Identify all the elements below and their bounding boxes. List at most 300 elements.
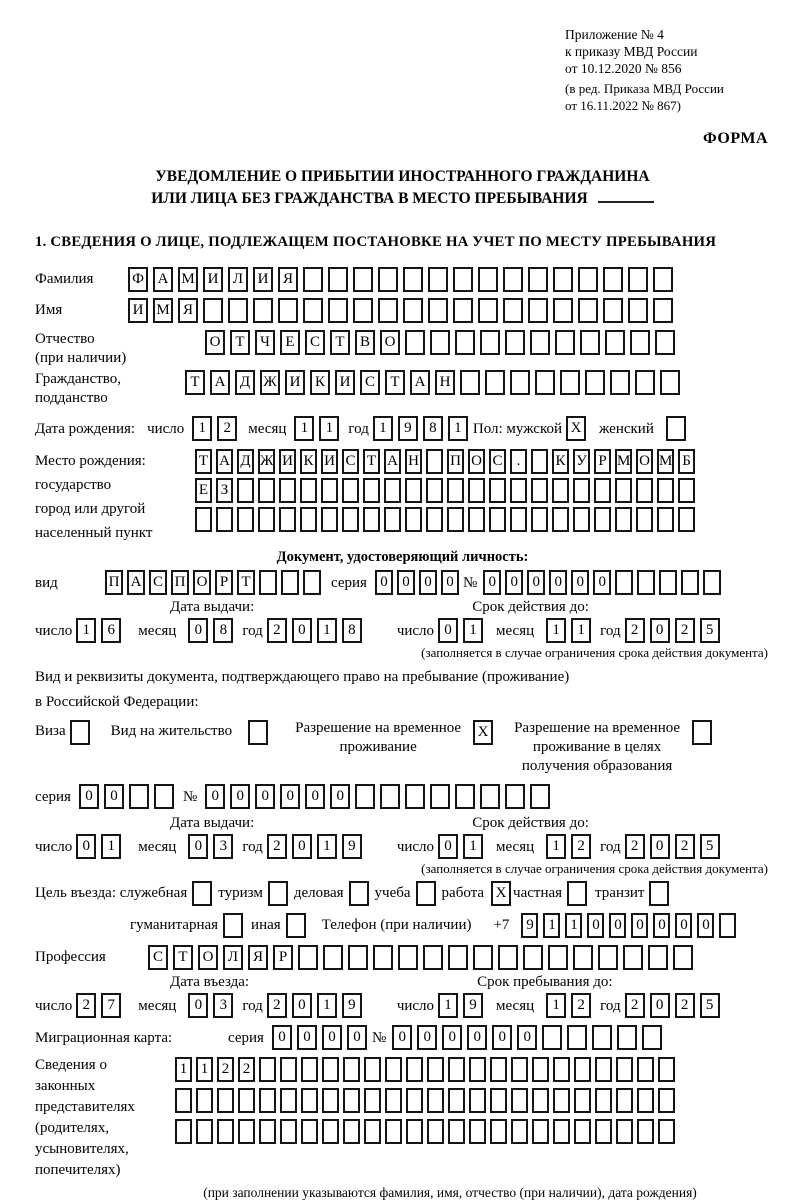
char-cell[interactable]: 0 [205, 784, 225, 809]
char-cell[interactable]: Н [405, 449, 422, 474]
char-cell[interactable]: 0 [292, 618, 312, 643]
char-cell[interactable]: И [128, 298, 148, 323]
char-cell[interactable]: X [473, 720, 493, 745]
char-cell[interactable]: 0 [492, 1025, 512, 1050]
char-cell-empty[interactable] [217, 1088, 234, 1113]
char-cell-empty[interactable] [385, 1119, 402, 1144]
char-cell[interactable]: Т [330, 330, 350, 355]
char-cell-empty[interactable] [253, 298, 273, 323]
char-cell[interactable]: 5 [700, 993, 720, 1018]
char-cell[interactable]: 0 [483, 570, 501, 595]
char-cell-empty[interactable] [530, 784, 550, 809]
char-cell-empty[interactable] [223, 913, 243, 938]
char-cell-empty[interactable] [553, 1119, 570, 1144]
char-cell-empty[interactable] [301, 1057, 318, 1082]
char-cell-empty[interactable] [364, 1057, 381, 1082]
char-cell-empty[interactable] [281, 570, 299, 595]
char-cell[interactable]: 1 [463, 834, 483, 859]
char-cell[interactable]: 2 [675, 834, 695, 859]
char-cell-empty[interactable] [630, 330, 650, 355]
char-cell-empty[interactable] [531, 507, 548, 532]
char-cell[interactable]: 2 [217, 1057, 234, 1082]
char-cell[interactable]: 0 [79, 784, 99, 809]
char-cell-empty[interactable] [405, 784, 425, 809]
char-cell-empty[interactable] [531, 449, 548, 474]
char-cell-empty[interactable] [480, 784, 500, 809]
char-cell-empty[interactable] [603, 298, 623, 323]
char-cell[interactable]: 0 [188, 834, 208, 859]
char-cell[interactable]: 1 [294, 416, 314, 441]
char-cell-empty[interactable] [455, 330, 475, 355]
char-cell[interactable]: 0 [104, 784, 124, 809]
char-cell-empty[interactable] [560, 370, 580, 395]
char-cell-empty[interactable] [616, 1088, 633, 1113]
char-cell-empty[interactable] [578, 267, 598, 292]
char-cell[interactable]: 1 [317, 993, 337, 1018]
char-cell-empty[interactable] [322, 1088, 339, 1113]
char-cell-empty[interactable] [385, 1057, 402, 1082]
char-cell-empty[interactable] [658, 1088, 675, 1113]
char-cell-empty[interactable] [195, 507, 212, 532]
char-cell[interactable]: Т [237, 570, 255, 595]
char-cell[interactable]: Т [195, 449, 212, 474]
char-cell[interactable]: Ф [128, 267, 148, 292]
char-cell-empty[interactable] [238, 1119, 255, 1144]
char-cell-empty[interactable] [505, 784, 525, 809]
char-cell[interactable]: 1 [438, 993, 458, 1018]
char-cell-empty[interactable] [406, 1057, 423, 1082]
char-cell-empty[interactable] [532, 1119, 549, 1144]
char-cell[interactable]: 9 [342, 993, 362, 1018]
char-cell[interactable]: 1 [101, 834, 121, 859]
char-cell[interactable]: 2 [267, 834, 287, 859]
char-cell-empty[interactable] [228, 298, 248, 323]
char-cell-empty[interactable] [430, 784, 450, 809]
char-cell-empty[interactable] [678, 478, 695, 503]
char-cell-empty[interactable] [642, 1025, 662, 1050]
char-cell[interactable]: 1 [196, 1057, 213, 1082]
char-cell-empty[interactable] [453, 267, 473, 292]
char-cell[interactable]: А [153, 267, 173, 292]
char-cell[interactable]: 0 [280, 784, 300, 809]
char-cell-empty[interactable] [70, 720, 90, 745]
char-cell[interactable]: 2 [238, 1057, 255, 1082]
char-cell-empty[interactable] [279, 478, 296, 503]
char-cell[interactable]: У [573, 449, 590, 474]
char-cell[interactable]: Р [594, 449, 611, 474]
char-cell-empty[interactable] [403, 267, 423, 292]
char-cell[interactable]: С [305, 330, 325, 355]
char-cell-empty[interactable] [623, 945, 643, 970]
char-cell[interactable]: О [193, 570, 211, 595]
char-cell-empty[interactable] [403, 298, 423, 323]
char-cell-empty[interactable] [535, 370, 555, 395]
char-cell-empty[interactable] [398, 945, 418, 970]
char-cell-empty[interactable] [303, 267, 323, 292]
char-cell-empty[interactable] [323, 945, 343, 970]
char-cell[interactable]: 0 [653, 913, 670, 938]
char-cell-empty[interactable] [405, 478, 422, 503]
char-cell[interactable]: Я [178, 298, 198, 323]
char-cell-empty[interactable] [595, 1057, 612, 1082]
char-cell-empty[interactable] [455, 784, 475, 809]
char-cell[interactable]: А [127, 570, 145, 595]
char-cell-empty[interactable] [610, 370, 630, 395]
char-cell-empty[interactable] [217, 1119, 234, 1144]
char-cell[interactable]: 8 [213, 618, 233, 643]
char-cell-empty[interactable] [348, 945, 368, 970]
char-cell[interactable]: 1 [192, 416, 212, 441]
char-cell-empty[interactable] [268, 881, 288, 906]
char-cell-empty[interactable] [648, 945, 668, 970]
char-cell[interactable]: 1 [565, 913, 582, 938]
char-cell[interactable]: 6 [101, 618, 121, 643]
char-cell[interactable]: Ж [258, 449, 275, 474]
char-cell-empty[interactable] [380, 784, 400, 809]
char-cell-empty[interactable] [567, 1025, 587, 1050]
char-cell-empty[interactable] [673, 945, 693, 970]
char-cell-empty[interactable] [203, 298, 223, 323]
char-cell[interactable]: 1 [546, 993, 566, 1018]
char-cell[interactable]: 0 [593, 570, 611, 595]
char-cell[interactable]: А [216, 449, 233, 474]
char-cell-empty[interactable] [427, 1119, 444, 1144]
char-cell-empty[interactable] [532, 1088, 549, 1113]
char-cell[interactable]: 5 [700, 834, 720, 859]
char-cell-empty[interactable] [469, 1088, 486, 1113]
char-cell-empty[interactable] [384, 507, 401, 532]
char-cell[interactable]: 7 [101, 993, 121, 1018]
char-cell[interactable]: Ч [255, 330, 275, 355]
char-cell[interactable]: 9 [463, 993, 483, 1018]
char-cell-empty[interactable] [426, 449, 443, 474]
char-cell-empty[interactable] [405, 507, 422, 532]
char-cell-empty[interactable] [552, 507, 569, 532]
char-cell-empty[interactable] [363, 478, 380, 503]
char-cell-empty[interactable] [531, 478, 548, 503]
char-cell-empty[interactable] [637, 1088, 654, 1113]
char-cell-empty[interactable] [649, 881, 669, 906]
char-cell-empty[interactable] [426, 507, 443, 532]
char-cell[interactable]: 2 [675, 993, 695, 1018]
char-cell[interactable]: С [148, 945, 168, 970]
char-cell[interactable]: К [300, 449, 317, 474]
char-cell[interactable]: И [285, 370, 305, 395]
char-cell-empty[interactable] [343, 1119, 360, 1144]
char-cell[interactable]: О [198, 945, 218, 970]
char-cell-empty[interactable] [342, 478, 359, 503]
char-cell-empty[interactable] [653, 298, 673, 323]
char-cell-empty[interactable] [605, 330, 625, 355]
char-cell-empty[interactable] [321, 478, 338, 503]
char-cell-empty[interactable] [503, 267, 523, 292]
char-cell-empty[interactable] [301, 1088, 318, 1113]
char-cell[interactable]: Р [273, 945, 293, 970]
char-cell[interactable]: 0 [549, 570, 567, 595]
char-cell[interactable]: 0 [609, 913, 626, 938]
char-cell-empty[interactable] [258, 507, 275, 532]
char-cell[interactable]: Т [230, 330, 250, 355]
char-cell[interactable]: Л [228, 267, 248, 292]
char-cell-empty[interactable] [349, 881, 369, 906]
char-cell-empty[interactable] [528, 298, 548, 323]
char-cell-empty[interactable] [490, 1057, 507, 1082]
char-cell[interactable]: 2 [267, 993, 287, 1018]
char-cell[interactable]: М [178, 267, 198, 292]
char-cell[interactable]: Е [280, 330, 300, 355]
char-cell-empty[interactable] [364, 1119, 381, 1144]
char-cell-empty[interactable] [468, 478, 485, 503]
char-cell-empty[interactable] [328, 298, 348, 323]
char-cell[interactable]: Я [278, 267, 298, 292]
char-cell-empty[interactable] [660, 370, 680, 395]
char-cell[interactable]: Т [363, 449, 380, 474]
char-cell[interactable]: М [615, 449, 632, 474]
char-cell[interactable]: 0 [392, 1025, 412, 1050]
char-cell-empty[interactable] [322, 1057, 339, 1082]
char-cell-empty[interactable] [196, 1088, 213, 1113]
char-cell[interactable]: А [210, 370, 230, 395]
char-cell-empty[interactable] [653, 267, 673, 292]
char-cell-empty[interactable] [378, 298, 398, 323]
char-cell-empty[interactable] [154, 784, 174, 809]
char-cell-empty[interactable] [192, 881, 212, 906]
char-cell-empty[interactable] [595, 1119, 612, 1144]
char-cell[interactable]: 0 [76, 834, 96, 859]
char-cell[interactable]: 0 [631, 913, 648, 938]
char-cell[interactable]: 0 [419, 570, 437, 595]
char-cell-empty[interactable] [567, 881, 587, 906]
char-cell-empty[interactable] [636, 478, 653, 503]
char-cell[interactable]: 2 [267, 618, 287, 643]
char-cell-empty[interactable] [343, 1057, 360, 1082]
char-cell[interactable]: 9 [398, 416, 418, 441]
char-cell-empty[interactable] [530, 330, 550, 355]
char-cell-empty[interactable] [692, 720, 712, 745]
char-cell[interactable]: Т [185, 370, 205, 395]
char-cell[interactable]: 0 [292, 834, 312, 859]
char-cell-empty[interactable] [353, 267, 373, 292]
char-cell[interactable]: 0 [297, 1025, 317, 1050]
char-cell-empty[interactable] [628, 298, 648, 323]
char-cell[interactable]: 0 [517, 1025, 537, 1050]
char-cell[interactable]: П [105, 570, 123, 595]
char-cell-empty[interactable] [406, 1088, 423, 1113]
char-cell[interactable]: 0 [505, 570, 523, 595]
char-cell[interactable]: 0 [397, 570, 415, 595]
char-cell-empty[interactable] [510, 507, 527, 532]
char-cell[interactable]: 0 [255, 784, 275, 809]
char-cell-empty[interactable] [427, 1057, 444, 1082]
char-cell[interactable]: П [171, 570, 189, 595]
char-cell-empty[interactable] [473, 945, 493, 970]
char-cell[interactable]: Т [385, 370, 405, 395]
char-cell-empty[interactable] [528, 267, 548, 292]
char-cell[interactable]: 0 [188, 993, 208, 1018]
char-cell-empty[interactable] [510, 478, 527, 503]
char-cell-empty[interactable] [553, 267, 573, 292]
char-cell-empty[interactable] [616, 1119, 633, 1144]
char-cell-empty[interactable] [303, 570, 321, 595]
char-cell[interactable]: А [410, 370, 430, 395]
char-cell-empty[interactable] [658, 1057, 675, 1082]
char-cell[interactable]: П [447, 449, 464, 474]
char-cell-empty[interactable] [553, 1088, 570, 1113]
char-cell-empty[interactable] [427, 1088, 444, 1113]
char-cell-empty[interactable] [355, 784, 375, 809]
char-cell-empty[interactable] [301, 1119, 318, 1144]
char-cell-empty[interactable] [615, 570, 633, 595]
char-cell[interactable]: . [510, 449, 527, 474]
char-cell-empty[interactable] [637, 570, 655, 595]
char-cell[interactable]: 8 [423, 416, 443, 441]
char-cell[interactable]: 1 [448, 416, 468, 441]
char-cell[interactable]: В [355, 330, 375, 355]
char-cell-empty[interactable] [342, 507, 359, 532]
char-cell[interactable]: 1 [175, 1057, 192, 1082]
char-cell[interactable]: О [380, 330, 400, 355]
char-cell-empty[interactable] [460, 370, 480, 395]
char-cell[interactable]: 0 [375, 570, 393, 595]
char-cell[interactable]: Я [248, 945, 268, 970]
char-cell-empty[interactable] [448, 1119, 465, 1144]
char-cell-empty[interactable] [430, 330, 450, 355]
char-cell[interactable]: X [566, 416, 586, 441]
char-cell-empty[interactable] [595, 1088, 612, 1113]
char-cell-empty[interactable] [523, 945, 543, 970]
char-cell[interactable]: 1 [546, 618, 566, 643]
char-cell-empty[interactable] [603, 267, 623, 292]
char-cell[interactable]: 0 [675, 913, 692, 938]
char-cell-empty[interactable] [678, 507, 695, 532]
char-cell-empty[interactable] [469, 1057, 486, 1082]
char-cell-empty[interactable] [300, 507, 317, 532]
char-cell[interactable]: 0 [305, 784, 325, 809]
char-cell-empty[interactable] [552, 478, 569, 503]
char-cell[interactable]: И [203, 267, 223, 292]
char-cell-empty[interactable] [280, 1088, 297, 1113]
char-cell-empty[interactable] [259, 1088, 276, 1113]
char-cell[interactable]: К [552, 449, 569, 474]
char-cell[interactable]: 1 [76, 618, 96, 643]
char-cell-empty[interactable] [637, 1057, 654, 1082]
char-cell[interactable]: 9 [521, 913, 538, 938]
char-cell[interactable]: 0 [697, 913, 714, 938]
char-cell[interactable]: 9 [342, 834, 362, 859]
char-cell-empty[interactable] [592, 1025, 612, 1050]
char-cell[interactable]: 3 [213, 834, 233, 859]
char-cell-empty[interactable] [594, 507, 611, 532]
char-cell-empty[interactable] [428, 298, 448, 323]
char-cell[interactable]: 2 [625, 993, 645, 1018]
char-cell-empty[interactable] [480, 330, 500, 355]
char-cell[interactable]: С [360, 370, 380, 395]
char-cell[interactable]: Д [237, 449, 254, 474]
char-cell-empty[interactable] [238, 1088, 255, 1113]
char-cell-empty[interactable] [280, 1119, 297, 1144]
char-cell-empty[interactable] [300, 478, 317, 503]
char-cell-empty[interactable] [574, 1119, 591, 1144]
char-cell-empty[interactable] [553, 1057, 570, 1082]
char-cell-empty[interactable] [237, 478, 254, 503]
char-cell[interactable]: 0 [188, 618, 208, 643]
char-cell-empty[interactable] [511, 1119, 528, 1144]
char-cell-empty[interactable] [666, 416, 686, 441]
char-cell-empty[interactable] [573, 478, 590, 503]
char-cell[interactable]: С [342, 449, 359, 474]
char-cell-empty[interactable] [498, 945, 518, 970]
char-cell-empty[interactable] [532, 1057, 549, 1082]
char-cell[interactable]: 1 [546, 834, 566, 859]
char-cell-empty[interactable] [580, 330, 600, 355]
char-cell-empty[interactable] [448, 1057, 465, 1082]
char-cell-empty[interactable] [636, 507, 653, 532]
char-cell-empty[interactable] [175, 1119, 192, 1144]
char-cell[interactable]: Л [223, 945, 243, 970]
char-cell-empty[interactable] [278, 298, 298, 323]
char-cell[interactable]: Ж [260, 370, 280, 395]
char-cell-empty[interactable] [615, 507, 632, 532]
char-cell[interactable]: М [657, 449, 674, 474]
char-cell-empty[interactable] [548, 945, 568, 970]
char-cell[interactable]: 0 [330, 784, 350, 809]
char-cell-empty[interactable] [578, 298, 598, 323]
char-cell-empty[interactable] [657, 507, 674, 532]
char-cell-empty[interactable] [258, 478, 275, 503]
char-cell-empty[interactable] [322, 1119, 339, 1144]
char-cell-empty[interactable] [406, 1119, 423, 1144]
char-cell-empty[interactable] [511, 1088, 528, 1113]
char-cell-empty[interactable] [478, 267, 498, 292]
char-cell[interactable]: 2 [217, 416, 237, 441]
char-cell[interactable]: 0 [650, 618, 670, 643]
char-cell[interactable]: С [489, 449, 506, 474]
char-cell-empty[interactable] [423, 945, 443, 970]
char-cell-empty[interactable] [510, 370, 530, 395]
char-cell-empty[interactable] [343, 1088, 360, 1113]
char-cell[interactable]: 3 [213, 993, 233, 1018]
char-cell[interactable]: И [335, 370, 355, 395]
char-cell[interactable]: Р [215, 570, 233, 595]
char-cell-empty[interactable] [378, 267, 398, 292]
char-cell-empty[interactable] [637, 1119, 654, 1144]
char-cell-empty[interactable] [453, 298, 473, 323]
char-cell[interactable]: К [310, 370, 330, 395]
char-cell[interactable]: 0 [571, 570, 589, 595]
char-cell[interactable]: 0 [441, 570, 459, 595]
char-cell-empty[interactable] [585, 370, 605, 395]
char-cell-empty[interactable] [573, 507, 590, 532]
char-cell-empty[interactable] [363, 507, 380, 532]
char-cell[interactable]: 0 [587, 913, 604, 938]
char-cell-empty[interactable] [703, 570, 721, 595]
char-cell-empty[interactable] [259, 1119, 276, 1144]
char-cell[interactable]: Б [678, 449, 695, 474]
char-cell-empty[interactable] [448, 945, 468, 970]
char-cell-empty[interactable] [503, 298, 523, 323]
char-cell[interactable]: 1 [373, 416, 393, 441]
char-cell[interactable]: 0 [347, 1025, 367, 1050]
char-cell-empty[interactable] [286, 913, 306, 938]
char-cell-empty[interactable] [405, 330, 425, 355]
char-cell-empty[interactable] [574, 1057, 591, 1082]
char-cell-empty[interactable] [298, 945, 318, 970]
char-cell-empty[interactable] [364, 1088, 381, 1113]
char-cell[interactable]: 1 [571, 618, 591, 643]
char-cell-empty[interactable] [681, 570, 699, 595]
char-cell-empty[interactable] [426, 478, 443, 503]
char-cell[interactable]: 2 [76, 993, 96, 1018]
